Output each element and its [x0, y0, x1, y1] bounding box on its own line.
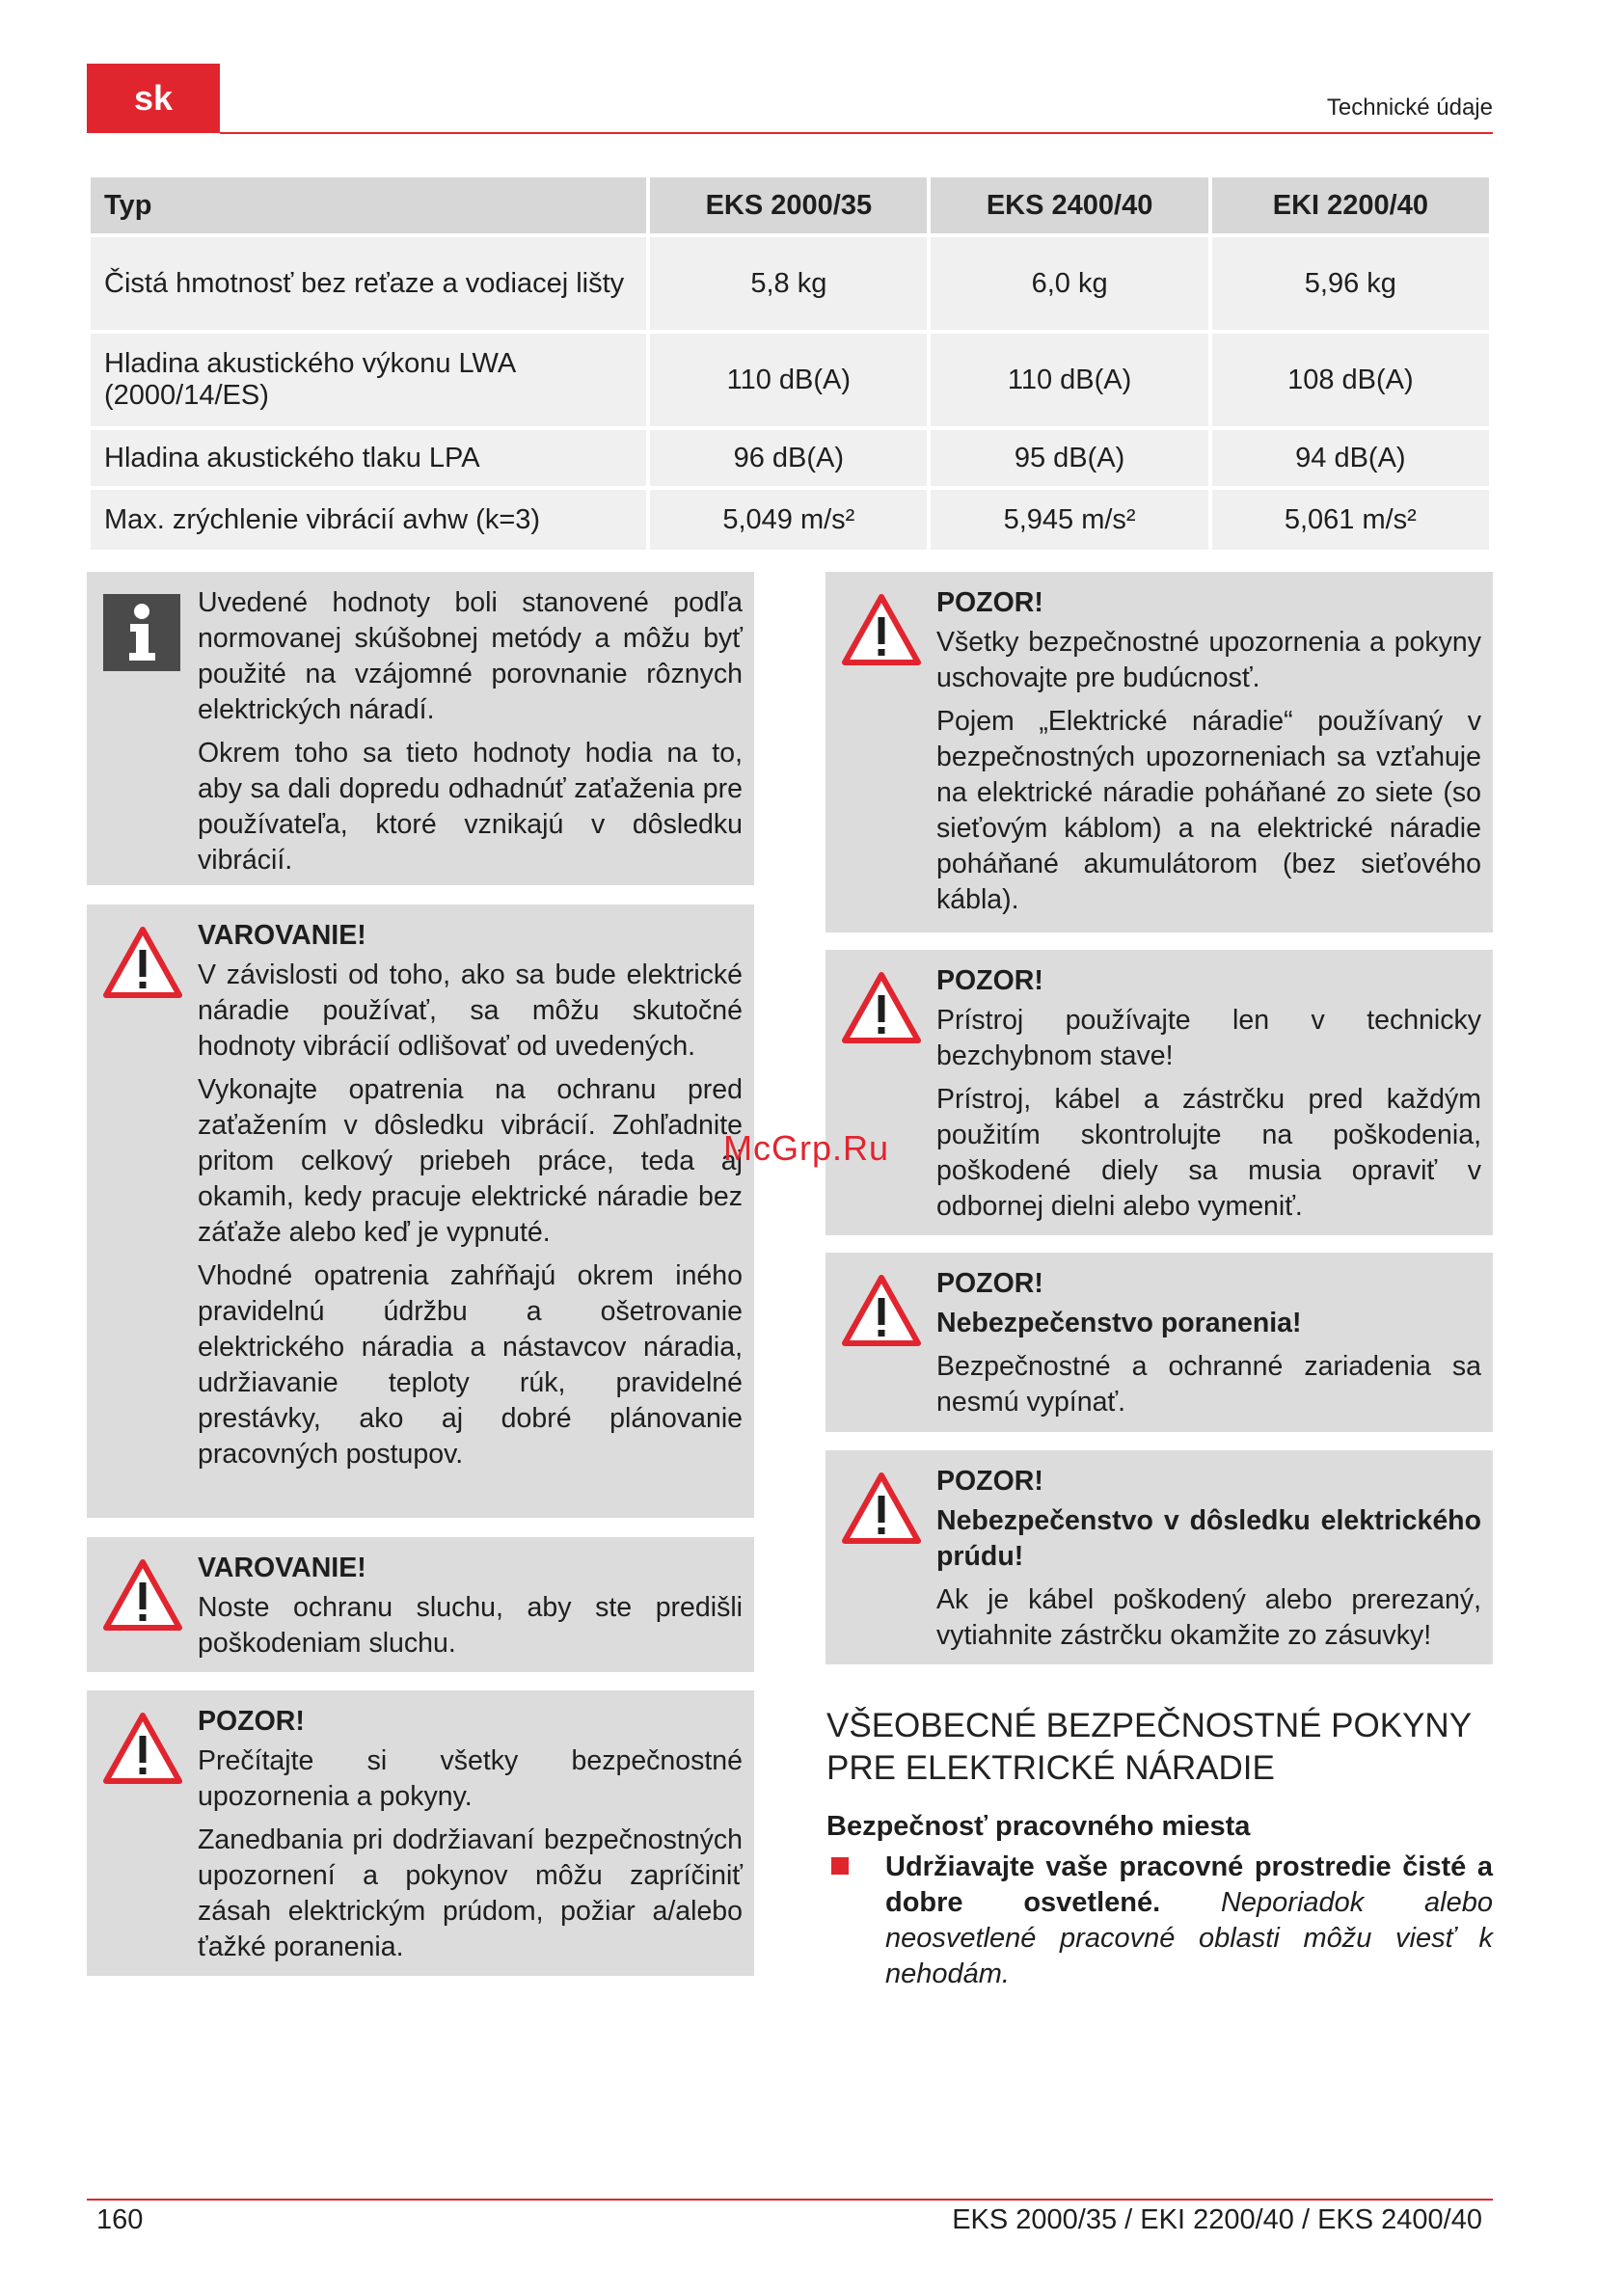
table-row: [89, 235, 1491, 332]
table-row: [89, 332, 1491, 428]
table-cell: 94 dB(A): [1210, 428, 1491, 488]
page-number: 160: [96, 2204, 144, 2235]
table-cell-label: Čistá hmotnosť bez reťaze a vodiacej lišty: [89, 235, 648, 332]
warning-triangle-icon: [102, 926, 183, 1004]
table-cell: 108 dB(A): [1210, 332, 1491, 428]
warning-text: Vykonajte opatrenia na ochranu pred zaťažením v dôsledku vibrácií. Zohľadnite pritom celkový priebeh práce, teda aj okamih, kedy pracuje elektrické náradie bez záťaže alebo keď je vypnuté.: [198, 1074, 743, 1248]
table-cell: 5,049 m/s²: [648, 488, 929, 552]
table-cell: 96 dB(A): [648, 428, 929, 488]
caution-text: Prečítajte si všetky bezpečnostné upozornenia a pokyny.: [198, 1745, 743, 1812]
info-text: Okrem toho sa tieto hodnoty hodia na to, aby sa dali dopredu odhadnúť zaťaženia pre používateľa, ktoré vznikajú v dôsledku vibrácií.: [198, 738, 743, 876]
caution-text: Bezpečnostné a ochranné zariadenia sa nesmú vypínať.: [936, 1351, 1481, 1418]
header-rule: [220, 132, 1493, 134]
info-icon: [102, 593, 181, 677]
warning-heading: VAROVANIE!: [198, 1553, 366, 1583]
subsection-heading: Bezpečnosť pracovného miesta: [826, 1811, 1251, 1842]
table-cell: 5,061 m/s²: [1210, 488, 1491, 552]
table-cell: 5,945 m/s²: [929, 488, 1209, 552]
warning-text: Noste ochranu sluchu, aby ste predišli poškodeniam sluchu.: [198, 1592, 743, 1659]
table-cell-label: Hladina akustického výkonu LWA (2000/14/ES): [89, 332, 648, 428]
section-title: Technické údaje: [1326, 95, 1493, 121]
table-cell-label: Max. zrýchlenie vibrácií avhw (k=3): [89, 488, 648, 552]
watermark: McGrp.Ru: [723, 1128, 890, 1168]
table-cell-label: Hladina akustického tlaku LPA: [89, 428, 648, 488]
warning-text: Vhodné opatrenia zahŕňajú okrem iného pravidelnú údržbu a ošetrovanie elektrického náradia a nástavcov náradia, udržiavanie teploty rúk, pravidelné prestávky, ako aj dobré plánovanie pracovných postupov.: [198, 1260, 743, 1470]
caution-text: Zanedbania pri dodržiavaní bezpečnostných upozornení a pokynov môžu zapríčiniť zásah elektrickým prúdom, požiar a/alebo ťažké poranenia.: [198, 1824, 743, 1962]
caution-heading: POZOR!: [936, 965, 1043, 996]
table-header-cell: EKI 2200/40: [1210, 176, 1491, 235]
caution-bold-text: Nebezpečenstvo v dôsledku elektrického prúdu!: [936, 1505, 1481, 1572]
caution-heading: POZOR!: [936, 1268, 1043, 1299]
warning-triangle-icon: [841, 593, 922, 671]
table-cell: 110 dB(A): [648, 332, 929, 428]
caution-read-instructions-box: [87, 1690, 754, 1976]
bullet-square-icon: [831, 1857, 849, 1875]
warning-triangle-icon: [841, 971, 922, 1049]
warning-triangle-icon: [102, 1558, 183, 1636]
bullet-italic-text: Neporiadok alebo neosvetlené pracovné oblasti môžu viesť k nehodám.: [885, 1887, 1493, 1989]
table-header-cell: EKS 2400/40: [929, 176, 1209, 235]
footer-rule: [87, 2199, 1493, 2201]
table-header-cell: Typ: [89, 176, 648, 235]
language-tab: sk: [87, 64, 220, 133]
table-cell: 95 dB(A): [929, 428, 1209, 488]
warning-triangle-icon: [841, 1274, 922, 1352]
caution-text: Prístroj, kábel a zástrčku pred každým použitím skontrolujte na poškodenia, poškodené diely sa musia opraviť v odbornej dielni alebo vymeniť.: [936, 1084, 1481, 1222]
table-header-row: [89, 176, 1491, 235]
warning-triangle-icon: [102, 1712, 183, 1790]
warning-vibration-box: [87, 905, 754, 1518]
caution-keep-instructions-box: [826, 572, 1493, 932]
bullet-item: [885, 1850, 1493, 1992]
bullet-bold-text: Udržiavajte vaše pracovné prostredie čisté a dobre osvetlené.: [885, 1851, 1493, 1918]
table-header-cell: EKS 2000/35: [648, 176, 929, 235]
warning-heading: VAROVANIE!: [198, 920, 366, 951]
warning-triangle-icon: [841, 1472, 922, 1550]
footer-models: EKS 2000/35 / EKI 2200/40 / EKS 2400/40: [952, 2204, 1482, 2235]
warning-text: V závislosti od toho, ako sa bude elektrické náradie používať, sa môžu skutočné hodnoty vibrácií odlišovať od uvedených.: [198, 959, 743, 1062]
caution-device-condition-box: [826, 950, 1493, 1235]
caution-text: Ak je kábel poškodený alebo prerezaný, vytiahnite zástrčku okamžite zo zásuvky!: [936, 1584, 1481, 1651]
caution-heading: POZOR!: [936, 1466, 1043, 1497]
caution-electric-box: [826, 1450, 1493, 1664]
table-cell: 110 dB(A): [929, 332, 1209, 428]
section-heading: VŠEOBECNÉ BEZPEČNOSTNÉ POKYNY PRE ELEKTRICKÉ NÁRADIE: [826, 1707, 1472, 1787]
caution-heading: POZOR!: [198, 1706, 305, 1737]
table-cell: 5,96 kg: [1210, 235, 1491, 332]
caution-text: Prístroj používajte len v technicky bezchybnom stave!: [936, 1005, 1481, 1071]
table-row: [89, 428, 1491, 488]
technical-data-table: [87, 174, 1493, 554]
table-row: [89, 488, 1491, 552]
table-cell: 6,0 kg: [929, 235, 1209, 332]
info-text: Uvedené hodnoty boli stanovené podľa normovanej skúšobnej metódy a môžu byť použité na vzájomné porovnanie rôznych elektrických náradí.: [198, 587, 743, 725]
caution-text: Všetky bezpečnostné upozornenia a pokyny uschovajte pre budúcnosť.: [936, 627, 1481, 693]
caution-bold-text: Nebezpečenstvo poranenia!: [936, 1308, 1302, 1338]
caution-text: Pojem „Elektrické náradie“ používaný v bezpečnostných upozorneniach sa vzťahuje na elektrické náradie poháňané zo siete (so sieťovým káblom) a na elektrické náradie poháňané akumulátorom (bez sieťového kábla).: [936, 706, 1481, 915]
info-note-box: [87, 572, 754, 885]
caution-heading: POZOR!: [936, 587, 1043, 618]
table-cell: 5,8 kg: [648, 235, 929, 332]
warning-hearing-box: [87, 1537, 754, 1672]
caution-injury-box: [826, 1253, 1493, 1432]
